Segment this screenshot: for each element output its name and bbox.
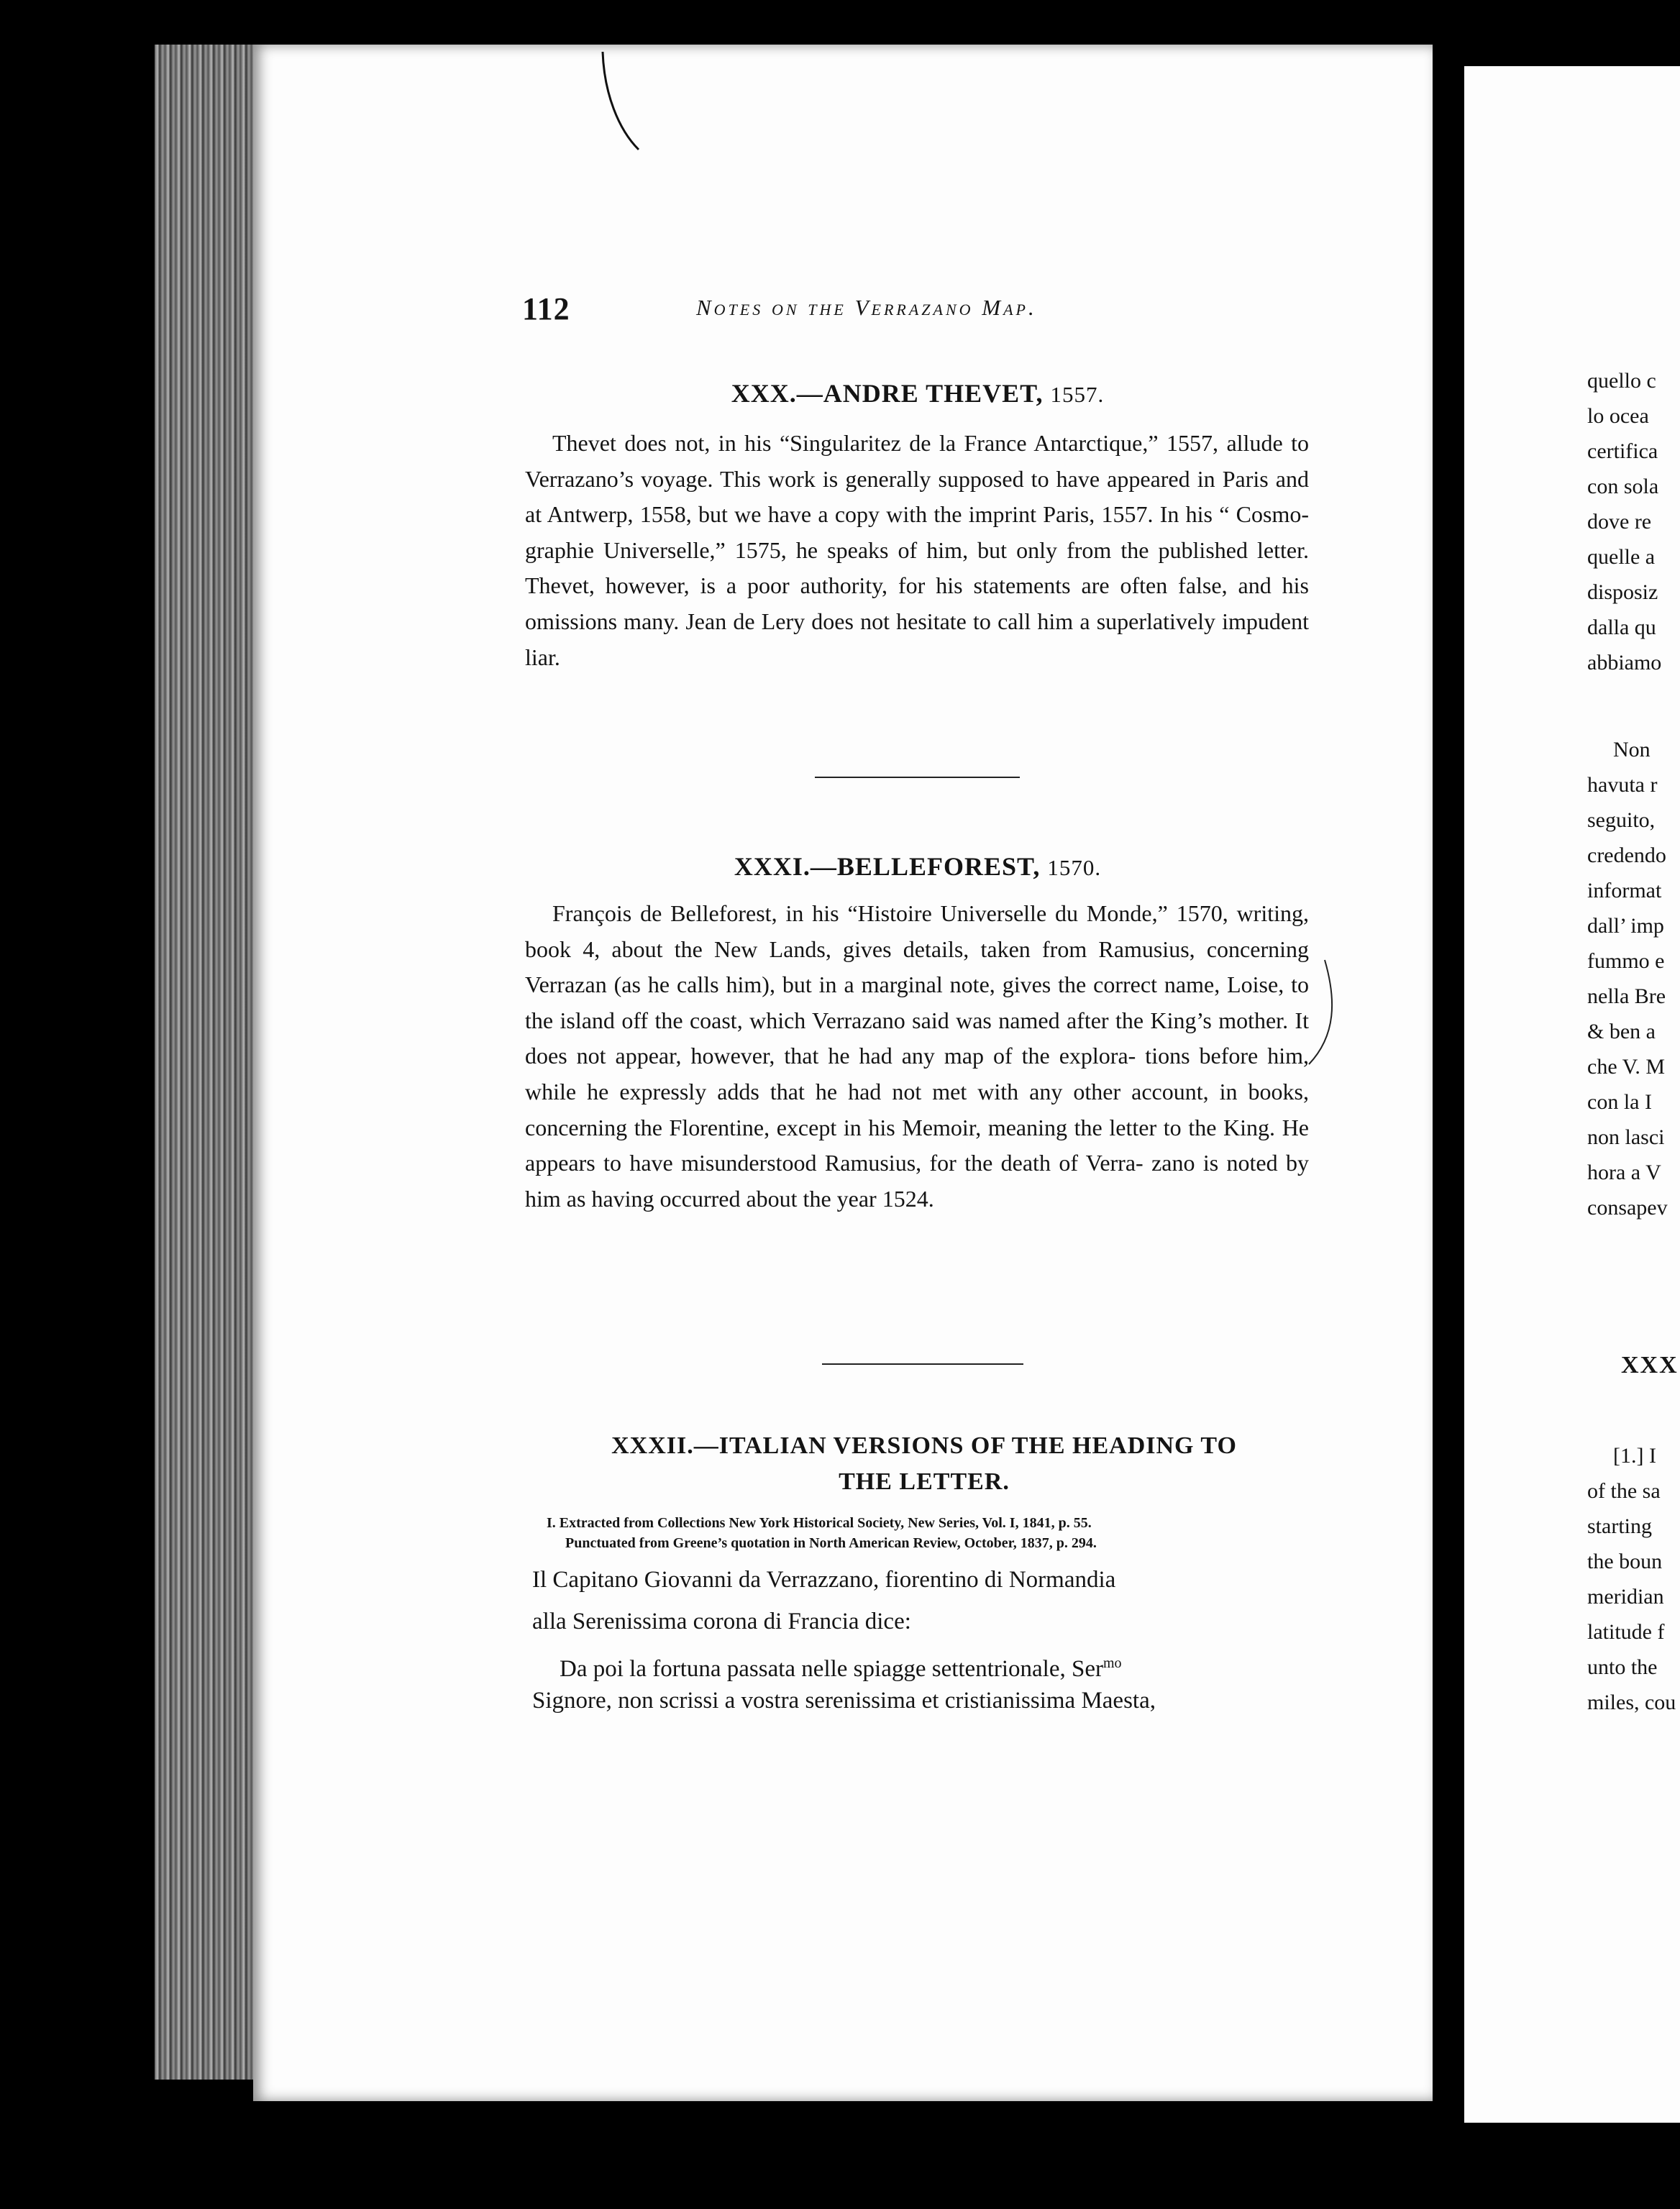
- text-line: con sola: [1587, 475, 1659, 498]
- note-line: Punctuated from Greene’s quotation in North American Review, October, 1837, p. 294.: [565, 1535, 1097, 1551]
- italian-letter-text: [532, 1680, 1316, 1721]
- text-line: che V. M: [1587, 1055, 1666, 1079]
- text-line: with any other account, in books, concerning the Florentine,: [525, 1078, 1310, 1140]
- text-line: [1.] I: [1613, 1444, 1656, 1468]
- text-line: latitude f: [1587, 1620, 1665, 1644]
- text-line: Il Capitano Giovanni da Verrazzano, fiorentino di Normandia: [532, 1567, 1116, 1593]
- text-line: statements are often false, and his omissions many. Jean de: [525, 572, 1310, 634]
- text-line: starting: [1587, 1514, 1652, 1538]
- text-line: appears to have misunderstood Ramusius, for the death of Verra-: [525, 1150, 1152, 1176]
- text-line: François de Belleforest, in his “Histoire Universelle du Monde,”: [552, 900, 1177, 926]
- section-divider: [822, 1363, 1023, 1365]
- section-heading-xxxii: [532, 1428, 1316, 1500]
- text-line: seguito,: [1587, 808, 1656, 832]
- page-number: 112: [522, 291, 570, 326]
- text-line: zano is noted by him as having occurred about the year 1524.: [525, 1150, 1310, 1212]
- section-heading-xxxi: [522, 851, 1313, 882]
- text-line: Non: [1613, 738, 1651, 762]
- section-heading-xxx: [522, 378, 1313, 408]
- text-line: marginal note, gives the correct name, Loise, to the island off the: [525, 971, 1310, 1033]
- text-line: the boun: [1587, 1550, 1663, 1573]
- right-page-block-1: [1587, 363, 1661, 680]
- text-line: Da poi la fortuna passata nelle spiagge settentrionale, Ser: [560, 1656, 1103, 1682]
- note-line: I. Extracted from Collections New York Historical Society, New Series, Vol. I, 1841, p. 55.: [547, 1515, 1092, 1531]
- italian-heading-text: [532, 1601, 1316, 1642]
- text-line: supposed to have appeared in Paris and at Antwerp, 1558, but: [525, 465, 1309, 528]
- text-line: published letter. Thevet, however, is a poor authority, for his: [525, 536, 1310, 599]
- text-line: credendo: [1587, 843, 1666, 867]
- text-line: non lasci: [1587, 1125, 1665, 1149]
- heading-year: 1557.: [1050, 382, 1105, 407]
- text-line: tions before him, while he expressly adds that he had not met: [525, 1043, 1310, 1104]
- text-line: graphie Universelle,” 1575, he speaks of him, but only from the: [525, 536, 1159, 563]
- text-line: certifica: [1587, 439, 1658, 463]
- text-line: quelle a: [1587, 545, 1656, 569]
- text-line: con la I: [1587, 1090, 1652, 1114]
- right-page-block-3: [1587, 1438, 1676, 1720]
- text-line: informat: [1587, 879, 1662, 902]
- heading-title: XXXI.—BELLEFOREST,: [734, 852, 1041, 881]
- text-line: havuta r: [1587, 773, 1658, 797]
- paragraph-belleforest: [525, 896, 1309, 1217]
- text-line: fummo e: [1587, 949, 1665, 973]
- paragraph-thevet: [525, 426, 1309, 675]
- text-line: Thevet does not, in his “Singularitez de la France Antarctique,”: [552, 430, 1167, 456]
- text-line: coast, which Verrazano said was named after the King’s mother.: [689, 1007, 1295, 1033]
- text-line: Signore, non scrissi a vostra serenissima et cristianissima Maesta,: [532, 1688, 1156, 1714]
- text-line: quello c: [1587, 369, 1656, 393]
- text-line: of the sa: [1587, 1479, 1661, 1503]
- text-line: except in his Memoir, meaning the letter to the King. He: [776, 1114, 1310, 1140]
- heading-line: THE LETTER.: [839, 1468, 1010, 1495]
- text-line: consapev: [1587, 1196, 1668, 1220]
- right-page-heading: XXX: [1621, 1352, 1679, 1378]
- text-line: 1557, allude to Verrazano’s voyage. This work is generally: [525, 430, 1309, 492]
- text-line: alla Serenissima corona di Francia dice:: [532, 1609, 911, 1634]
- text-line: dove re: [1587, 510, 1652, 534]
- text-line: It does not appear, however, that he had any map of the explora-: [525, 1007, 1310, 1069]
- text-line: we have a copy with the imprint Paris, 1557. In his “ Cosmo-: [734, 501, 1309, 528]
- right-page-block-2: [1587, 732, 1668, 1225]
- text-line: lo ocea: [1587, 404, 1649, 428]
- book-page-edges: [155, 45, 262, 2080]
- text-line: miles, cou: [1587, 1691, 1676, 1714]
- heading-line: XXXII.—ITALIAN VERSIONS OF THE HEADING TO: [611, 1432, 1237, 1459]
- text-line: from Ramusius, concerning Verrazan (as he calls him), but in a: [525, 936, 1310, 998]
- heading-year: 1570.: [1047, 855, 1102, 880]
- heading-title: XXX.—ANDRE THEVET,: [731, 379, 1044, 408]
- text-line: nella Bre: [1587, 984, 1666, 1008]
- source-note: [547, 1513, 1323, 1553]
- text-line: dalla qu: [1587, 616, 1656, 639]
- text-line: abbiamo: [1587, 651, 1662, 674]
- text-line: & ben a: [1587, 1020, 1656, 1043]
- text-line: hora a V: [1587, 1161, 1661, 1184]
- text-line: unto the: [1587, 1655, 1658, 1679]
- superscript: mo: [1103, 1655, 1122, 1671]
- italian-heading-text: [532, 1559, 1316, 1601]
- text-line: 1570, writing, book 4, about the New Lands, gives details, taken: [525, 900, 1310, 962]
- text-line: meridian: [1587, 1585, 1664, 1609]
- text-line: disposiz: [1587, 580, 1658, 604]
- text-line: Lery does not hesitate to call him a superlatively impudent liar.: [525, 608, 1310, 670]
- running-head: Notes on the Verrazano Map.: [696, 295, 1037, 320]
- page-gutter: [1433, 45, 1464, 2187]
- text-line: dall’ imp: [1587, 914, 1664, 938]
- section-divider: [815, 777, 1020, 778]
